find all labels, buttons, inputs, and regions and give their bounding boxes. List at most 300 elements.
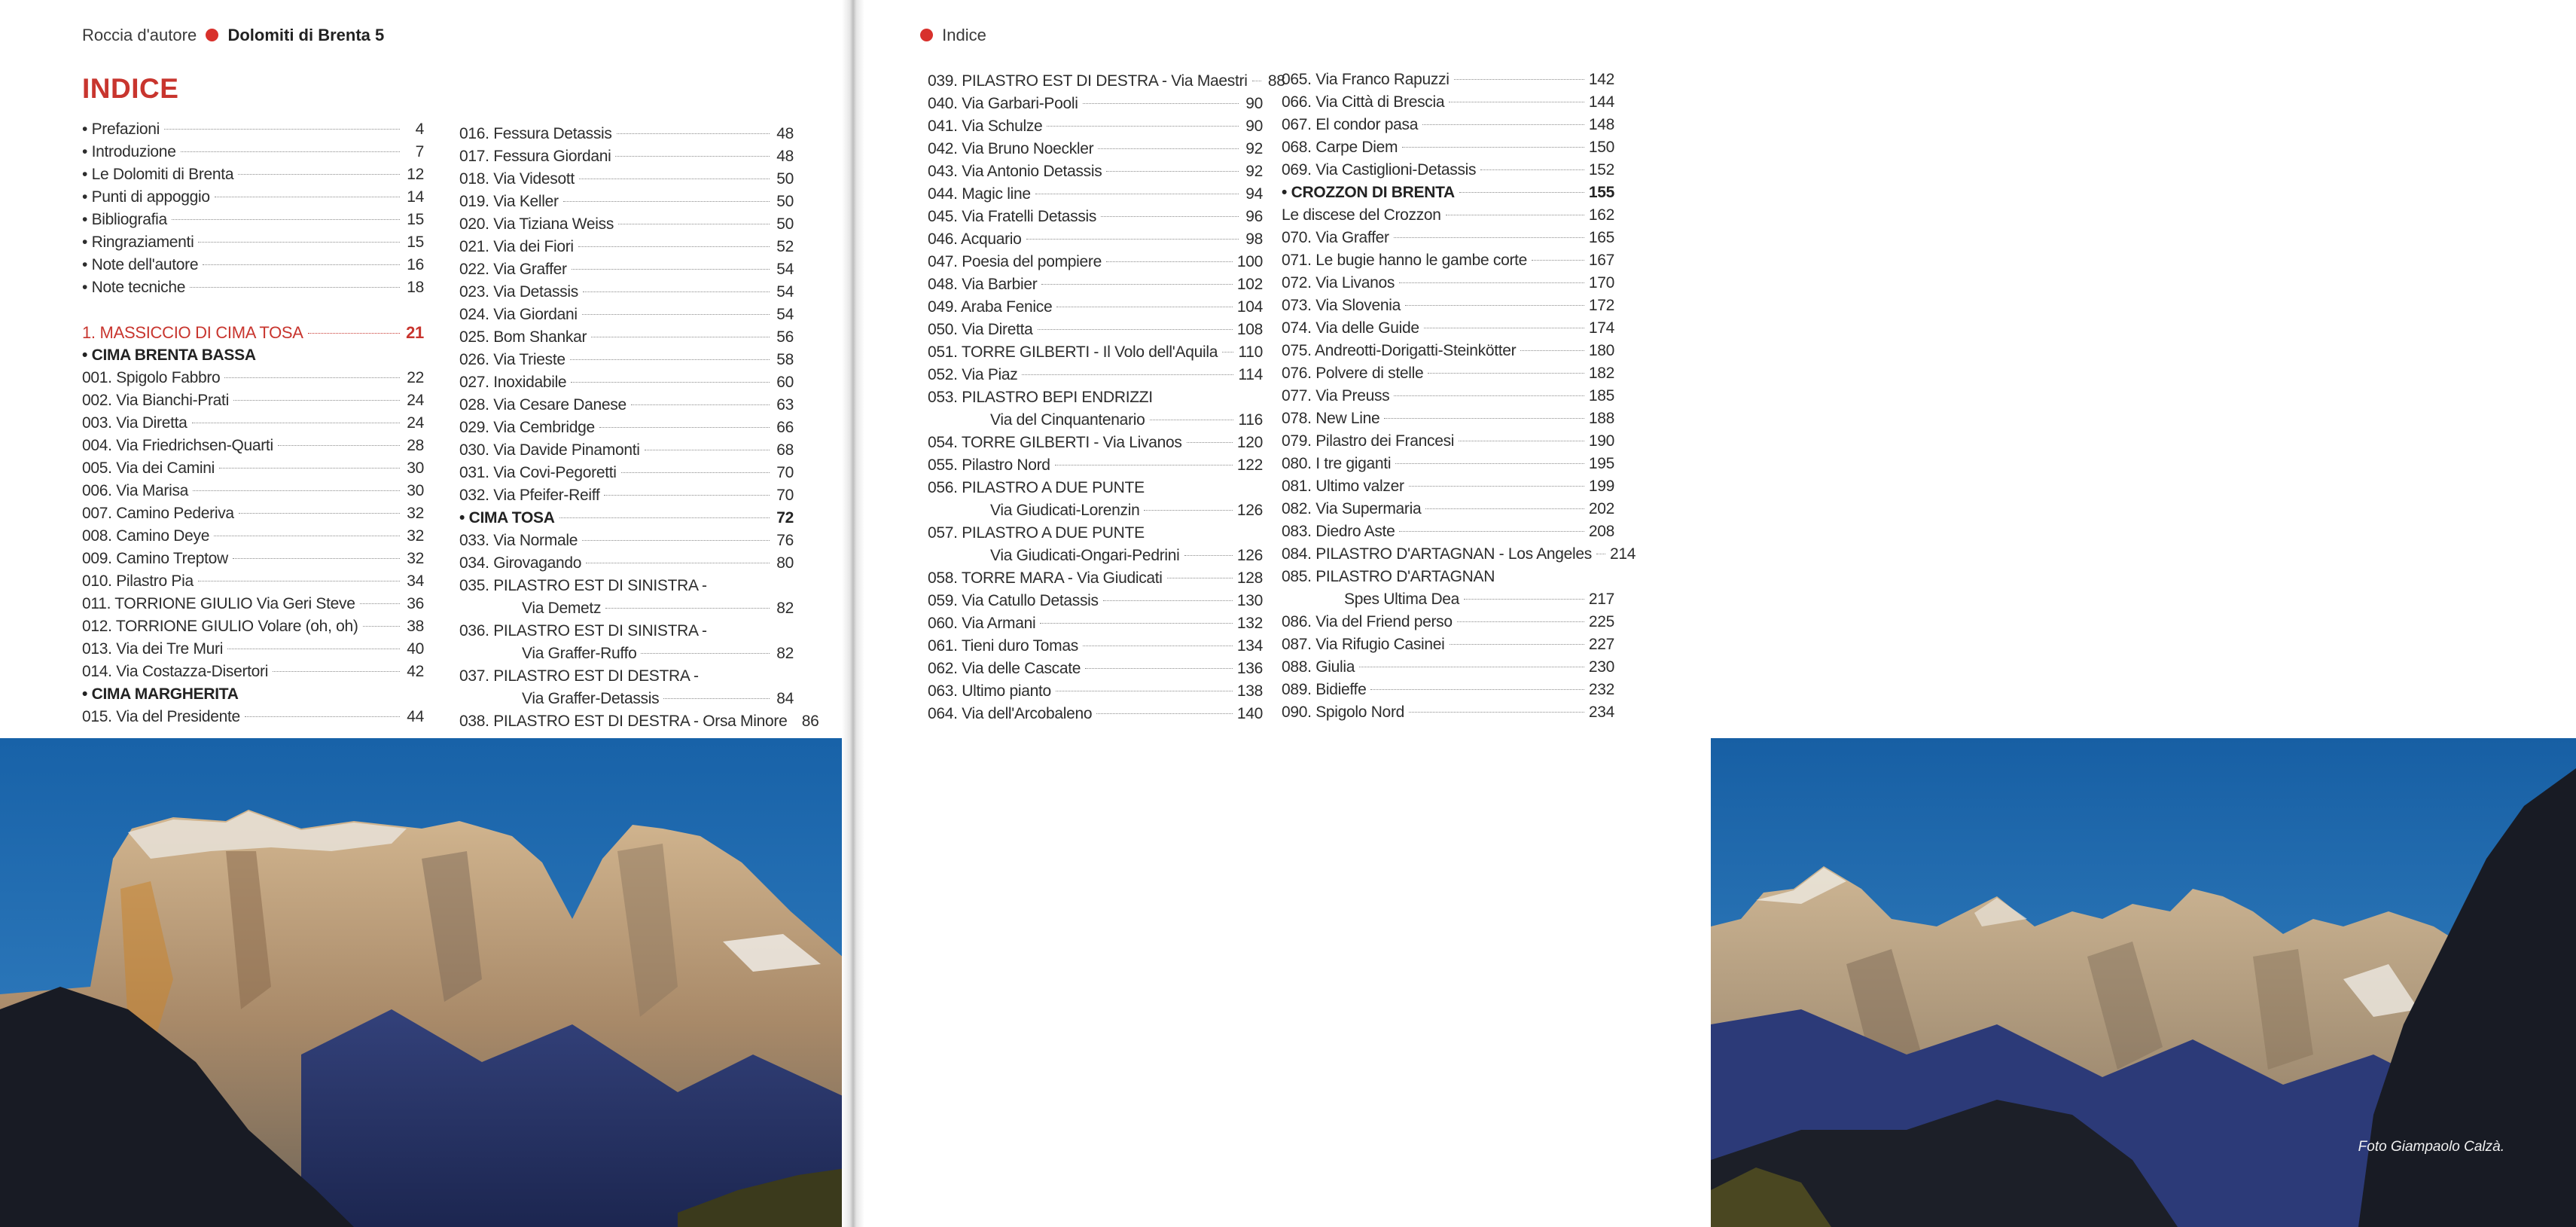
mountain-photo-left	[0, 738, 851, 1227]
toc-entry	[82, 367, 424, 389]
toc-entry-label: 044. Magic line	[928, 185, 1031, 203]
toc-leader-dots	[172, 219, 400, 220]
toc-leader-dots	[571, 382, 770, 383]
toc-page-number: 18	[407, 279, 424, 296]
toc-entry-label: 078. New Line	[1282, 410, 1380, 427]
toc-entry-label: • Introduzione	[82, 143, 176, 160]
toc-page-number: 232	[1588, 681, 1614, 698]
toc-page-number: 150	[1588, 139, 1614, 156]
toc-page-number: 63	[776, 396, 794, 414]
toc-entry-label: 009. Camino Treptow	[82, 550, 228, 567]
toc-leader-dots	[190, 287, 400, 288]
toc-entry-label: 031. Via Covi-Pegoretti	[459, 464, 617, 481]
toc-page-number: 90	[1245, 118, 1263, 135]
toc-entry-label: 034. Girovagando	[459, 554, 582, 572]
toc-page-number: 84	[776, 690, 794, 707]
toc-entry-label: 021. Via dei Fiori	[459, 238, 574, 255]
toc-leader-dots	[164, 129, 400, 130]
toc-entry-label: 014. Via Costazza-Disertori	[82, 663, 269, 680]
toc-page-number: 128	[1236, 569, 1263, 587]
toc-leader-dots	[1395, 463, 1584, 464]
toc-entry	[1282, 656, 1614, 679]
toc-entry	[1282, 114, 1614, 136]
toc-page-number: 230	[1588, 658, 1614, 676]
toc-entry-label: 1. MASSICCIO DI CIMA TOSA	[82, 323, 303, 342]
toc-entry-label: 052. Via Piaz	[928, 366, 1018, 383]
toc-entry	[1282, 475, 1614, 498]
toc-entry-label: • Punti di appoggio	[82, 188, 210, 206]
toc-page-number: 68	[776, 441, 794, 459]
toc-page-number: 227	[1588, 636, 1614, 653]
toc-entry	[928, 545, 1263, 567]
toc-entry-label: 046. Acquario	[928, 230, 1022, 248]
series-title: Dolomiti di Brenta 5	[227, 26, 385, 44]
toc-page-number: 24	[407, 414, 424, 432]
toc-leader-dots	[1083, 103, 1239, 104]
toc-page-number: 50	[776, 193, 794, 210]
toc-entry-label: 069. Via Castiglioni-Detassis	[1282, 161, 1477, 179]
toc-page-number: 98	[1245, 230, 1263, 248]
toc-entry	[928, 251, 1263, 273]
toc-entry	[1282, 227, 1614, 249]
toc-page-number: 40	[407, 640, 424, 658]
toc-entry-label: 011. TORRIONE GIULIO Via Geri Steve	[82, 595, 355, 612]
toc-entry-label: 006. Via Marisa	[82, 482, 189, 499]
toc-entry	[1282, 543, 1636, 566]
toc-entry-label: 015. Via del Presidente	[82, 708, 240, 725]
toc-entry-label: 005. Via dei Camini	[82, 459, 215, 477]
toc-entry	[82, 457, 424, 480]
toc-entry	[1282, 69, 1614, 91]
dolomites-photo-left	[0, 738, 851, 1227]
toc-entry	[928, 454, 1263, 477]
toc-entry	[459, 394, 794, 417]
toc-entry	[928, 680, 1263, 703]
toc-entry	[82, 118, 424, 141]
toc-entry-label: • Ringraziamenti	[82, 233, 194, 251]
toc-entry-label: 048. Via Barbier	[928, 276, 1038, 293]
photo-credit: Foto Giampaolo Calzà.	[2358, 1139, 2504, 1155]
toc-entry	[82, 276, 424, 299]
toc-leader-dots	[203, 264, 400, 265]
toc-page-number: 54	[776, 283, 794, 301]
toc-entry	[459, 530, 794, 552]
toc-leader-dots	[582, 540, 770, 541]
toc-leader-dots	[239, 513, 400, 514]
toc-leader-dots	[582, 314, 770, 315]
toc-leader-dots	[1425, 508, 1584, 509]
toc-page-number: 195	[1588, 455, 1614, 472]
toc-entry-label: 065. Via Franco Rapuzzi	[1282, 71, 1450, 88]
toc-leader-dots	[1459, 192, 1584, 193]
toc-entry	[928, 296, 1263, 319]
toc-entry	[459, 258, 794, 281]
toc-entry	[928, 658, 1263, 680]
toc-entry-label: 022. Via Graffer	[459, 261, 567, 278]
toc-leader-dots	[278, 445, 400, 446]
toc-page-number: 152	[1588, 161, 1614, 179]
toc-entry-label: 024. Via Giordani	[459, 306, 578, 323]
toc-entry-label: 053. PILASTRO BEPI ENDRIZZI	[928, 389, 1153, 406]
toc-leader-dots	[1106, 261, 1233, 262]
toc-entry-label: 010. Pilastro Pia	[82, 572, 194, 590]
toc-leader-dots	[1428, 373, 1584, 374]
toc-column-4	[1282, 69, 1636, 724]
toc-leader-dots	[245, 716, 400, 717]
toc-page-number: 142	[1588, 71, 1614, 88]
toc-page-number: 172	[1588, 297, 1614, 314]
toc-entry	[82, 661, 424, 683]
toc-page-number: 32	[407, 527, 424, 545]
toc-entry	[459, 281, 794, 304]
toc-entry-label: 020. Via Tiziana Weiss	[459, 215, 614, 233]
toc-entry-label: Via Demetz	[522, 600, 602, 617]
toc-page-number: 120	[1236, 434, 1263, 451]
toc-entry	[459, 371, 794, 394]
toc-page-number: 140	[1236, 705, 1263, 722]
toc-leader-dots	[604, 495, 770, 496]
toc-page-number: 92	[1245, 140, 1263, 157]
toc-entry-label: 028. Via Cesare Danese	[459, 396, 626, 414]
toc-entry-label: 063. Ultimo pianto	[928, 682, 1051, 700]
running-head-left	[82, 26, 384, 45]
toc-entry	[1282, 182, 1614, 204]
right-page	[855, 0, 2504, 1227]
toc-entry	[928, 341, 1263, 364]
toc-page-number: 110	[1238, 343, 1263, 361]
toc-entry	[82, 593, 424, 615]
toc-leader-dots	[1402, 147, 1584, 148]
toc-entry	[1282, 249, 1614, 272]
toc-entry	[82, 570, 424, 593]
toc-page-number: 80	[776, 554, 794, 572]
toc-entry	[1282, 159, 1614, 182]
toc-page-number: 50	[776, 170, 794, 188]
toc-entry	[82, 209, 424, 231]
toc-leader-dots	[1144, 510, 1232, 511]
toc-entry-label: 055. Pilastro Nord	[928, 456, 1050, 474]
toc-entry	[82, 389, 424, 412]
toc-entry	[928, 386, 1263, 409]
toc-leader-dots	[663, 698, 770, 699]
toc-entry	[459, 665, 794, 688]
toc-page-number: 202	[1588, 500, 1614, 517]
toc-entry	[928, 499, 1263, 522]
toc-entry	[928, 635, 1263, 658]
toc-entry	[928, 70, 1285, 93]
toc-entry	[459, 417, 794, 439]
toc-leader-dots	[559, 517, 770, 518]
toc-entry-label: 061. Tieni duro Tomas	[928, 637, 1078, 655]
toc-entry	[928, 319, 1263, 341]
toc-leader-dots	[1457, 621, 1584, 622]
toc-page-number: 70	[776, 487, 794, 504]
toc-entry-label: 080. I tre giganti	[1282, 455, 1392, 472]
toc-entry-label: 036. PILASTRO EST DI SINISTRA -	[459, 622, 707, 639]
toc-page-number: 70	[776, 464, 794, 481]
toc-entry-label: 016. Fessura Detassis	[459, 125, 612, 142]
toc-page-number: 165	[1588, 229, 1614, 246]
toc-entry	[1282, 317, 1614, 340]
toc-leader-dots	[1096, 713, 1233, 714]
toc-page-number: 48	[776, 125, 794, 142]
toc-leader-dots	[1394, 237, 1584, 238]
toc-page-number: 76	[776, 532, 794, 549]
toc-leader-dots	[1022, 374, 1233, 375]
toc-entry-label: 066. Via Città di Brescia	[1282, 93, 1445, 111]
page-title: INDICE	[82, 73, 179, 104]
toc-leader-dots	[631, 404, 770, 405]
toc-entry	[928, 206, 1263, 228]
toc-entry	[82, 322, 424, 344]
toc-entry	[928, 477, 1263, 499]
toc-entry-label: • Bibliografia	[82, 211, 167, 228]
toc-leader-dots	[572, 269, 770, 270]
toc-leader-dots	[1450, 644, 1584, 645]
toc-entry	[928, 590, 1263, 612]
toc-entry	[82, 706, 424, 728]
toc-page-number: 28	[407, 437, 424, 454]
toc-entry-label: 057. PILASTRO A DUE PUNTE	[928, 524, 1145, 542]
toc-leader-dots	[1184, 555, 1233, 556]
toc-page-number: 22	[407, 369, 424, 386]
toc-entry-label: 029. Via Cembridge	[459, 419, 595, 436]
toc-leader-dots	[233, 558, 400, 559]
toc-page-number: 102	[1236, 276, 1263, 293]
toc-leader-dots	[224, 377, 400, 378]
toc-leader-dots	[1222, 352, 1233, 353]
toc-leader-dots	[1520, 350, 1584, 351]
toc-page-number: 174	[1588, 319, 1614, 337]
toc-page-number: 32	[407, 550, 424, 567]
toc-entry	[82, 412, 424, 435]
toc-leader-dots	[1370, 689, 1584, 690]
toc-entry-label: 085. PILASTRO D'ARTAGNAN	[1282, 568, 1495, 585]
toc-entry-label: 064. Via dell'Arcobaleno	[928, 705, 1093, 722]
toc-leader-dots	[1106, 171, 1239, 172]
toc-entry-label: 035. PILASTRO EST DI SINISTRA -	[459, 577, 707, 594]
toc-entry-label: 079. Pilastro dei Francesi	[1282, 432, 1455, 450]
toc-entry-label: 007. Camino Pederiva	[82, 505, 234, 522]
toc-page-number: 82	[776, 600, 794, 617]
toc-entry	[1282, 679, 1614, 701]
toc-leader-dots	[363, 626, 400, 627]
toc-page-number: 104	[1236, 298, 1263, 316]
toc-entry-label: 075. Andreotti-Dorigatti-Steinkötter	[1282, 342, 1517, 359]
toc-page-number: 122	[1236, 456, 1263, 474]
toc-page-number: 126	[1236, 547, 1263, 564]
toc-entry-label: 001. Spigolo Fabbro	[82, 369, 221, 386]
toc-page-number: 7	[415, 143, 424, 160]
toc-entry-label: 043. Via Antonio Detassis	[928, 163, 1102, 180]
toc-leader-dots	[599, 427, 770, 428]
toc-entry	[928, 138, 1263, 160]
toc-entry	[1282, 362, 1614, 385]
toc-entry-label: Spes Ultima Dea	[1344, 591, 1460, 608]
toc-leader-dots	[1047, 126, 1239, 127]
toc-page-number: 90	[1245, 95, 1263, 112]
toc-page-number: 148	[1588, 116, 1614, 133]
toc-entry	[459, 620, 794, 642]
toc-page-number: 190	[1588, 432, 1614, 450]
toc-entry-label: • CIMA TOSA	[459, 509, 555, 527]
toc-leader-dots	[1041, 284, 1232, 285]
toc-leader-dots	[583, 291, 770, 292]
toc-entry	[928, 183, 1263, 206]
toc-leader-dots	[1394, 395, 1584, 396]
toc-page-number: 234	[1588, 704, 1614, 721]
toc-entry-label: 019. Via Keller	[459, 193, 559, 210]
toc-entry	[459, 145, 794, 168]
toc-page-number: 36	[407, 595, 424, 612]
toc-page-number: 162	[1588, 206, 1614, 224]
toc-page-number: 92	[1245, 163, 1263, 180]
toc-entry	[1282, 566, 1614, 588]
toc-page-number: 30	[407, 459, 424, 477]
toc-leader-dots	[238, 174, 400, 175]
toc-page-number: 100	[1236, 253, 1263, 270]
toc-entry-label: • Note dell'autore	[82, 256, 199, 273]
toc-entry-label: 012. TORRIONE GIULIO Volare (oh, oh)	[82, 618, 358, 635]
toc-page-number: 138	[1236, 682, 1263, 700]
toc-leader-dots	[193, 490, 400, 491]
toc-page-number: 34	[407, 572, 424, 590]
toc-leader-dots	[1098, 148, 1239, 149]
toc-leader-dots	[563, 201, 770, 202]
toc-entry	[1282, 498, 1614, 520]
toc-entry-label: 030. Via Davide Pinamonti	[459, 441, 640, 459]
toc-entry-label: 087. Via Rifugio Casinei	[1282, 636, 1445, 653]
toc-leader-dots	[605, 608, 770, 609]
toc-entry	[928, 228, 1263, 251]
toc-entry	[459, 688, 794, 710]
toc-entry-label: 090. Spigolo Nord	[1282, 704, 1405, 721]
toc-entry-label: 033. Via Normale	[459, 532, 578, 549]
toc-entry	[1282, 407, 1614, 430]
toc-entry	[82, 163, 424, 186]
toc-entry	[1282, 272, 1614, 295]
book-title: Roccia d'autore	[82, 26, 197, 44]
toc-entry	[82, 435, 424, 457]
toc-entry-label: 054. TORRE GILBERTI - Via Livanos	[928, 434, 1182, 451]
toc-entry-label: 049. Araba Fenice	[928, 298, 1053, 316]
toc-leader-dots	[570, 359, 770, 360]
toc-entry	[82, 186, 424, 209]
toc-entry	[82, 254, 424, 276]
toc-entry-label: 086. Via del Friend perso	[1282, 613, 1453, 630]
toc-entry	[928, 115, 1263, 138]
toc-entry-label: • Prefazioni	[82, 121, 160, 138]
toc-page-number: 208	[1588, 523, 1614, 540]
toc-entry-label: • CROZZON DI BRENTA	[1282, 184, 1455, 201]
toc-leader-dots	[1409, 486, 1584, 487]
mountain-photo-right	[1711, 738, 2576, 1227]
toc-entry	[459, 213, 794, 236]
toc-entry-label: 008. Camino Deye	[82, 527, 210, 545]
toc-leader-dots	[615, 156, 770, 157]
toc-entry-label: 045. Via Fratelli Detassis	[928, 208, 1097, 225]
toc-page-number: 14	[407, 188, 424, 206]
toc-entry	[459, 123, 794, 145]
toc-entry-label: 026. Via Trieste	[459, 351, 566, 368]
toc-page-number: 54	[776, 306, 794, 323]
toc-entry-label: 081. Ultimo valzer	[1282, 478, 1404, 495]
toc-entry	[459, 575, 794, 597]
toc-entry-label: 042. Via Bruno Noeckler	[928, 140, 1094, 157]
toc-page-number: 185	[1588, 387, 1614, 404]
toc-entry	[928, 273, 1263, 296]
running-head-right	[916, 26, 986, 45]
toc-page-number: 182	[1588, 365, 1614, 382]
toc-leader-dots	[1101, 216, 1239, 217]
toc-page-number: 56	[776, 328, 794, 346]
toc-page-number: 12	[407, 166, 424, 183]
toc-entry-label: 025. Bom Shankar	[459, 328, 587, 346]
toc-page-number: 48	[776, 148, 794, 165]
toc-page-number: 44	[407, 708, 424, 725]
toc-leader-dots	[1399, 531, 1584, 532]
toc-entry-label: 032. Via Pfeifer-Reiff	[459, 487, 600, 504]
toc-leader-dots	[219, 468, 400, 469]
toc-entry-label: 051. TORRE GILBERTI - Il Volo dell'Aquila	[928, 343, 1218, 361]
toc-entry-label: Via Graffer-Ruffo	[522, 645, 637, 662]
toc-entry	[928, 409, 1263, 432]
toc-entry	[1282, 204, 1614, 227]
toc-page-number: 86	[801, 713, 819, 730]
toc-entry	[459, 710, 819, 733]
toc-page-number: 114	[1238, 366, 1263, 383]
toc-page-number: 54	[776, 261, 794, 278]
toc-entry	[1282, 295, 1614, 317]
toc-page-number: 126	[1236, 502, 1263, 519]
toc-page-number: 60	[776, 374, 794, 391]
toc-page-number: 214	[1610, 545, 1636, 563]
toc-entry-label: 050. Via Diretta	[928, 321, 1033, 338]
toc-entry-label: 058. TORRE MARA - Via Giudicati	[928, 569, 1163, 587]
toc-entry	[1282, 633, 1614, 656]
toc-leader-dots	[1103, 600, 1233, 601]
toc-entry-label: 062. Via delle Cascate	[928, 660, 1081, 677]
toc-entry	[1282, 611, 1614, 633]
toc-entry	[82, 638, 424, 661]
toc-column-3	[928, 70, 1285, 725]
toc-entry-label: 047. Poesia del pompiere	[928, 253, 1102, 270]
toc-page-number: 116	[1238, 411, 1263, 429]
toc-entry-label: Via Graffer-Detassis	[522, 690, 660, 707]
toc-entry	[459, 484, 794, 507]
toc-leader-dots	[198, 242, 400, 243]
toc-entry-label: Le discese del Crozzon	[1282, 206, 1441, 224]
toc-entry	[459, 349, 794, 371]
toc-entry	[82, 480, 424, 502]
toc-entry	[459, 236, 794, 258]
toc-page-number: 188	[1588, 410, 1614, 427]
toc-page-number: 38	[407, 618, 424, 635]
toc-page-number: 180	[1588, 342, 1614, 359]
toc-entry	[459, 168, 794, 191]
toc-entry	[82, 299, 424, 322]
toc-entry-label: 068. Carpe Diem	[1282, 139, 1398, 156]
toc-entry-label: 040. Via Garbari-Pooli	[928, 95, 1078, 112]
toc-leader-dots	[1399, 282, 1584, 283]
toc-entry	[928, 160, 1263, 183]
toc-page-number: 4	[415, 121, 424, 138]
toc-entry-label: 072. Via Livanos	[1282, 274, 1395, 291]
toc-page-number: 50	[776, 215, 794, 233]
toc-entry-label: 082. Via Supermaria	[1282, 500, 1422, 517]
toc-leader-dots	[1384, 418, 1584, 419]
toc-page-number: 66	[776, 419, 794, 436]
